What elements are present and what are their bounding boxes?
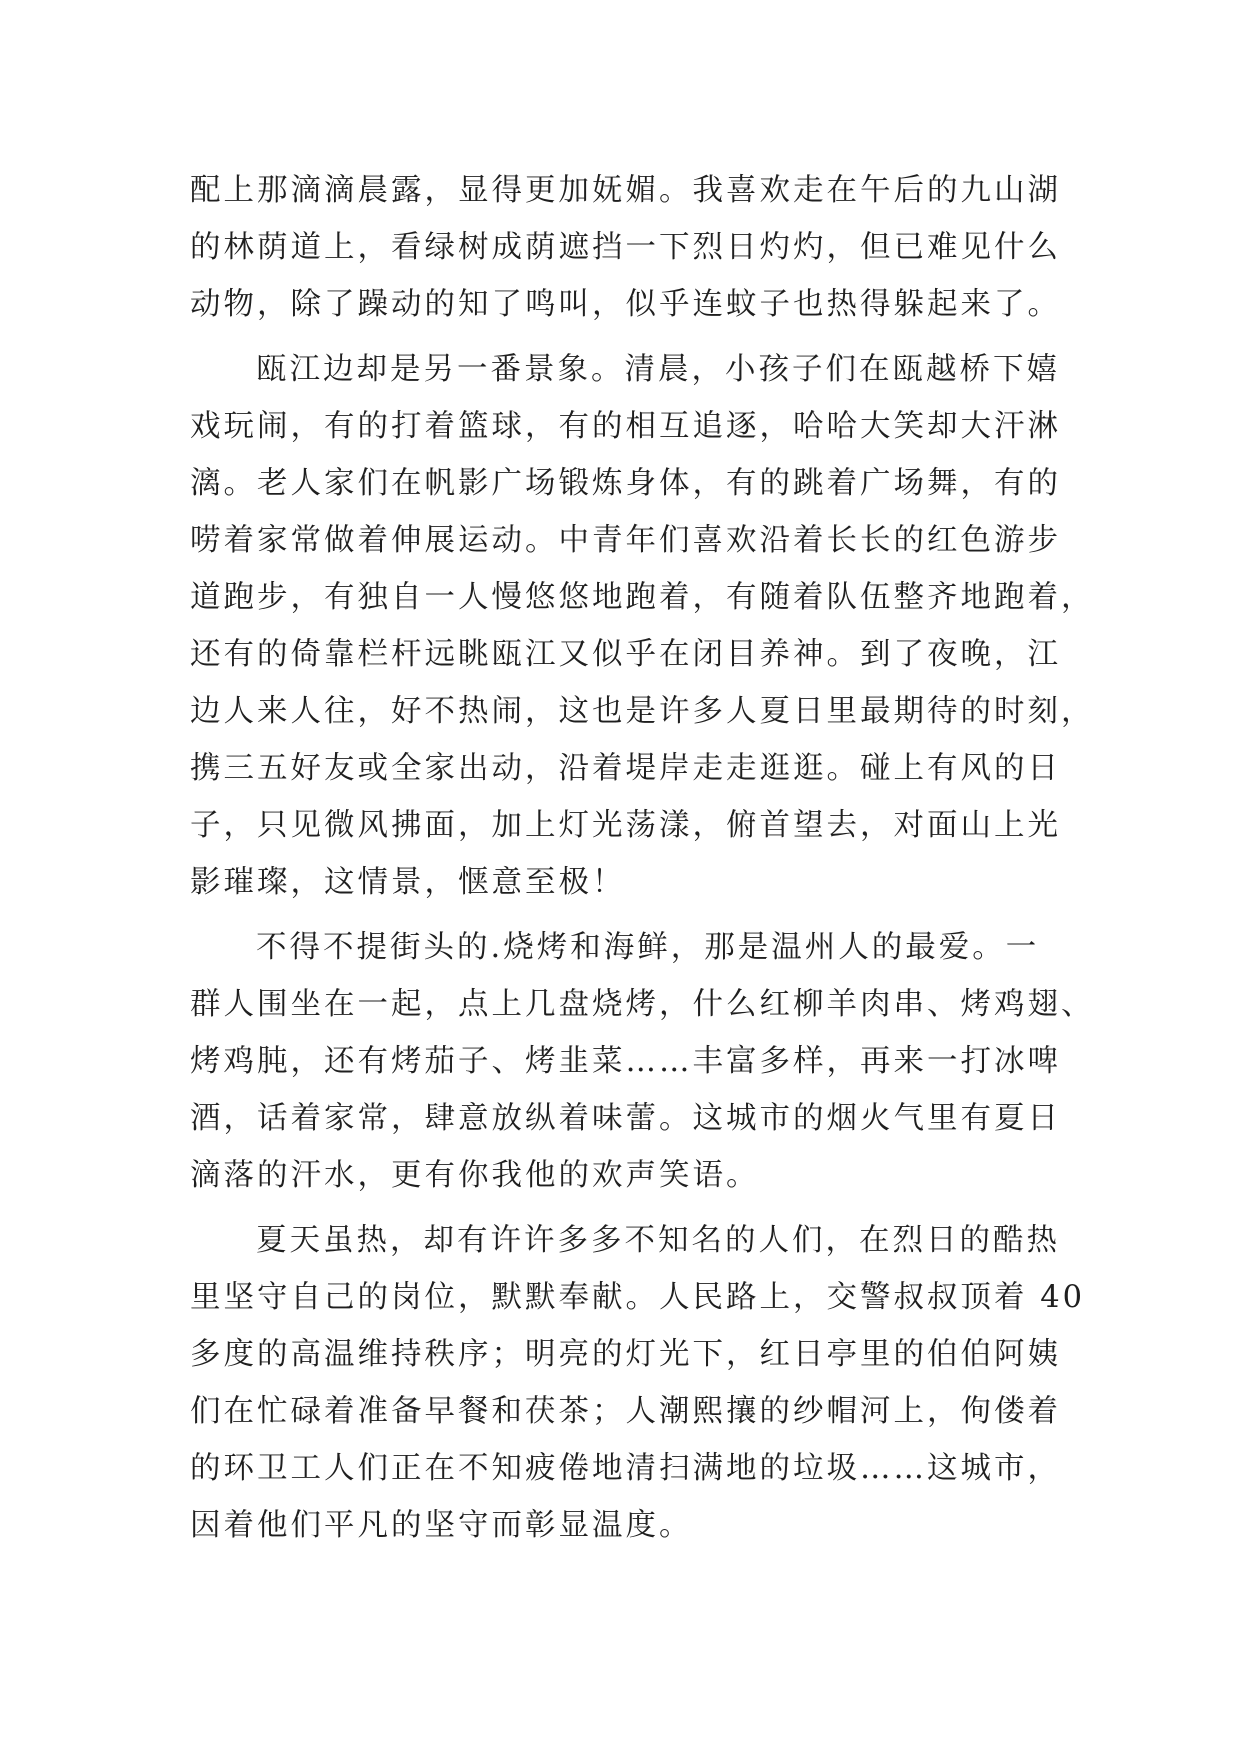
text-line: 动物，除了躁动的知了鸣叫，似乎连蚊子也热得躲起来了。 xyxy=(190,287,1061,322)
text-line-first: 不得不提街头的.烧烤和海鲜，那是温州人的最爱。一 xyxy=(256,930,1040,965)
text-line: 漓。老人家们在帆影广场锻炼身体，有的跳着广场舞，有的 xyxy=(190,466,1061,501)
text-line: 唠着家常做着伸展运动。中青年们喜欢沿着长长的红色游步 xyxy=(190,523,1061,558)
text-line: 边人来人往，好不热闹，这也是许多人夏日里最期待的时刻， xyxy=(190,694,1095,729)
text-line: 们在忙碌着准备早餐和茯茶；人潮熙攘的纱帽河上，佝偻着 xyxy=(190,1394,1061,1429)
paragraph-3 xyxy=(190,919,1095,1204)
paragraph-1 xyxy=(190,162,1070,333)
text-line: 群人围坐在一起，点上几盘烧烤，什么红柳羊肉串、烤鸡翅、 xyxy=(190,987,1095,1022)
text-line: 配上那滴滴晨露，显得更加妩媚。我喜欢走在午后的九山湖 xyxy=(190,173,1061,208)
text-line: 携三五好友或全家出动，沿着堤岸走走逛逛。碰上有风的日 xyxy=(190,751,1061,786)
text-line: 戏玩闹，有的打着篮球，有的相互追逐，哈哈大笑却大汗淋 xyxy=(190,409,1061,444)
text-line: 子，只见微风拂面，加上灯光荡漾，俯首望去，对面山上光 xyxy=(190,808,1061,843)
text-line: 的林荫道上，看绿树成荫遮挡一下烈日灼灼，但已难见什么 xyxy=(190,230,1061,265)
text-line: 影璀璨，这情景，惬意至极！ xyxy=(190,865,626,900)
text-line: 的环卫工人们正在不知疲倦地清扫满地的垃圾……这城市， xyxy=(190,1451,1061,1486)
text-line: 里坚守自己的岗位，默默奉献。人民路上，交警叔叔顶着 40 xyxy=(190,1280,1086,1315)
text-line: 道跑步，有独自一人慢悠悠地跑着，有随着队伍整齐地跑着， xyxy=(190,580,1095,615)
document-body xyxy=(190,162,1095,1554)
text-line: 还有的倚靠栏杆远眺瓯江又似乎在闭目养神。到了夜晚，江 xyxy=(190,637,1061,672)
paragraph-2 xyxy=(190,341,1095,911)
text-line: 多度的高温维持秩序；明亮的灯光下，红日亭里的伯伯阿姨 xyxy=(190,1337,1061,1372)
text-line: 烤鸡肫，还有烤茄子、烤韭菜……丰富多样，再来一打冰啤 xyxy=(190,1044,1061,1079)
paragraph-4 xyxy=(190,1212,1086,1554)
text-line: 滴落的汗水，更有你我他的欢声笑语。 xyxy=(190,1158,760,1193)
text-line-first: 夏天虽热，却有许许多多不知名的人们，在烈日的酷热 xyxy=(256,1223,1060,1258)
text-line-first: 瓯江边却是另一番景象。清晨，小孩子们在瓯越桥下嬉 xyxy=(256,352,1060,387)
text-line: 酒，话着家常，肆意放纵着味蕾。这城市的烟火气里有夏日 xyxy=(190,1101,1061,1136)
text-line: 因着他们平凡的坚守而彰显温度。 xyxy=(190,1508,693,1543)
